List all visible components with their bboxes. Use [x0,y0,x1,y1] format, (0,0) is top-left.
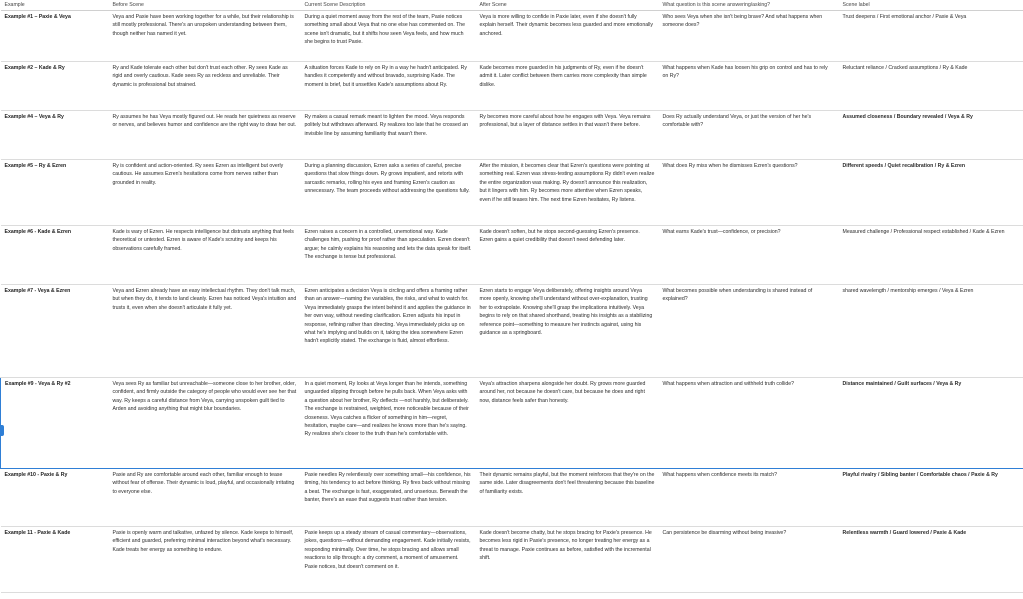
before-cell[interactable]: Ry is confident and action-oriented. Ry sees Ezren as intelligent but overly cautious. He assumes Ezren's hesitations come from nerves rather than grounded in reality. [109,160,301,226]
example-cell[interactable]: Example 11 - Paxie & Kade [1,527,109,593]
table-row[interactable] [1,111,1023,160]
before-cell[interactable]: Paxie is openly warm and talkative, unfazed by silence. Kade keeps to himself, efficient and guarded, preferring minimal interaction beyond what's necessary. Kade treats her energy as something to endure. [109,527,301,593]
label-cell[interactable]: Measured challenge / Professional respect established / Kade & Ezren [839,226,1023,285]
question-cell[interactable]: What earns Kade's trust—confidence, or precision? [659,226,839,285]
current-cell[interactable]: A situation forces Kade to rely on Ry in a way he hadn't anticipated. Ry handles it competently and without bravado, surprising Kade. The moment is brief, but it unsettles Kade's assumptions about Ry. [301,62,476,111]
table-row[interactable] [1,11,1023,62]
column-header[interactable]: Scene label [839,0,1023,11]
current-cell[interactable]: Paxie keeps up a steady stream of casual commentary—observations, jokes, questions—without demanding engagement. Kade initially resists, responding minimally. Over time, he stops bracing and allows small reactions to slip through: a dry comment, a moment of amusement. Paxie notices, but doesn't comment on it. [301,527,476,593]
table-row[interactable] [1,62,1023,111]
example-cell[interactable]: Example #2 – Kade & Ry [1,62,109,111]
example-cell[interactable]: Example #5 – Ry & Ezren [1,160,109,226]
before-cell[interactable]: Kade is wary of Ezren. He respects intelligence but distrusts anything that feels theoretical or untested. Ezren is aware of Kade's scrutiny and keeps his observations carefully framed. [109,226,301,285]
row-selection-handle[interactable] [0,425,4,436]
current-cell[interactable]: During a quiet moment away from the rest of the team, Paxie notices something small about Veya that no one else has commented on. The scene isn't dramatic, but it shifts how seen Veya feels, and how much she begins to trust Paxie. [301,11,476,62]
question-cell[interactable]: Who sees Veya when she isn't being brave? And what happens when someone does? [659,11,839,62]
after-cell[interactable]: Ry becomes more careful about how he engages with Veya. Veya remains professional, but a layer of distance settles in that wasn't there before. [476,111,659,160]
before-cell[interactable]: Paxie and Ry are comfortable around each other, familiar enough to tease without fear of offense. Their dynamic is loud, playful, and occasionally irritating to everyone else. [109,469,301,527]
current-cell[interactable]: Ry makes a casual remark meant to lighten the mood. Veya responds politely but withdraws afterward. Ry realizes too late that he crossed an invisible line by assuming familiarity that wasn't there. [301,111,476,160]
label-cell[interactable]: Assumed closeness / Boundary revealed / Veya & Ry [839,111,1023,160]
column-header[interactable]: Current Scene Description [301,0,476,11]
example-cell[interactable]: Example #4 – Veya & Ry [1,111,109,160]
after-cell[interactable]: Ezren starts to engage Veya deliberately, offering insights around Veya more openly, knowing she'll understand without over-explanation, trusting her to extrapolate. Knowing she'll grasp the implications intuitively. Veya begins to rely on that shared shorthand, treating his insights as a stabilizing reference point—something to measure her instincts against, using his guidance as a springboard. [476,285,659,378]
before-cell[interactable]: Veya sees Ry as familiar but unreachable—someone close to her brother, older, confident, and firmly outside the category of people who would ever see her that way. Ry keeps a careful distance from Veya, carrying unspoken guilt tied to Arden and avoiding anything that might blur boundaries. [109,378,301,469]
current-cell[interactable]: In a quiet moment, Ry looks at Veya longer than he intends, something unguarded slipping through before he pulls back. When Veya asks with a question about her brother, Ry deflects —not harshly, but deliberately. The exchange is restrained, weighted, more noticeable because of their closeness. Veya catches a flicker of something in him—regret, hesitation, maybe care—and realizes he knows more than he's saying. Ry realizes she's closer to the truth than he's comfortable with. [301,378,476,469]
before-cell[interactable]: Veya and Paxie have been working together for a while, but their relationship is still mostly professional. There's an unspoken understanding between them, though neither has named it yet. [109,11,301,62]
label-cell[interactable]: Reluctant reliance / Cracked assumptions / Ry & Kade [839,62,1023,111]
example-cell[interactable]: Example #9 - Veya & Ry #2 [1,378,109,469]
label-cell[interactable]: Playful rivalry / Sibling banter / Comfortable chaos / Paxie & Ry [839,469,1023,527]
table-row[interactable] [1,160,1023,226]
question-cell[interactable]: What becomes possible when understanding is shared instead of explained? [659,285,839,378]
after-cell[interactable]: Kade doesn't become chatty, but he stops bracing for Paxie's presence. He becomes less rigid in Paxie's presence, no longer treating her energy as a threat to manage. Paxie continues as before, satisfied with the incremental shift. [476,527,659,593]
question-cell[interactable]: What happens when Kade has loosen his grip on control and has to rely on Ry? [659,62,839,111]
question-cell[interactable]: Does Ry actually understand Veya, or just the version of her he's comfortable with? [659,111,839,160]
label-cell[interactable]: Relentless warmth / Guard lowered / Paxie & Kade [839,527,1023,593]
before-cell[interactable]: Veya and Ezren already have an easy intellectual rhythm. They don't talk much, but when they do, it tends to land cleanly. Ezren has noticed Veya's intuition and trusts it, even when she doesn't articulate it fully yet. [109,285,301,378]
after-cell[interactable]: Kade becomes more guarded in his judgments of Ry, even if he doesn't admit it. Later conflict between them carries more complexity than simple dislike. [476,62,659,111]
label-cell[interactable]: Different speeds / Quiet recalibration / Ry & Ezren [839,160,1023,226]
before-cell[interactable]: Ry assumes he has Veya mostly figured out. He reads her quietness as reserve or nerves, and believes humor and confidence are the right way to draw her out. [109,111,301,160]
table-row[interactable] [1,527,1023,593]
after-cell[interactable]: After the mission, it becomes clear that Ezren's questions were pointing at something real. Ezren was stress-testing assumptions Ry didn't even realize the entire organization was making. Ry doesn't announce this realization, but it lingers with him. Ry becomes more attentive when Ezren speaks, even if he still teases him. The next time Ezren hesitates, Ry listens. [476,160,659,226]
question-cell[interactable]: What does Ry miss when he dismisses Ezren's questions? [659,160,839,226]
after-cell[interactable]: Kade doesn't soften, but he stops second-guessing Ezren's presence. Ezren gains a quiet credibility that doesn't need defending later. [476,226,659,285]
column-header[interactable]: What question is this scene answering/asking? [659,0,839,11]
current-cell[interactable]: Paxie needles Ry relentlessly over something small—his confidence, his timing, his tendency to act before thinking. Ry fires back without missing a beat. The exchange is fast, exaggerated, and unserious. Beneath the banter, there's an ease that suggests trust rather than tension. [301,469,476,527]
column-header[interactable]: After Scene [476,0,659,11]
column-header[interactable]: Before Scene [109,0,301,11]
label-cell[interactable]: shared wavelength / mentorship emerges / Veya & Ezren [839,285,1023,378]
table-row[interactable] [1,285,1023,378]
current-cell[interactable]: Ezren raises a concern in a controlled, unemotional way. Kade challenges him, pushing for proof rather than speculation. Ezren doesn't argue; he calmly explains his reasoning and lets the data speak for itself. The exchange is tense but professional. [301,226,476,285]
question-cell[interactable]: Can persistence be disarming without being invasive? [659,527,839,593]
label-cell[interactable]: Distance maintained / Guilt surfaces / Veya & Ry [839,378,1023,469]
current-cell[interactable]: During a planning discussion, Ezren asks a series of careful, precise questions that slow things down. Ry grows impatient, and retorts with sarcastic remarks, rolling his eyes and framing Ezren's caution as unnecessary. The team proceeds without addressing the questions fully. [301,160,476,226]
example-cell[interactable]: Example #6 - Kade & Ezren [1,226,109,285]
label-cell[interactable]: Trust deepens / First emotional anchor / Paxie & Veya [839,11,1023,62]
current-cell[interactable]: Ezren anticipates a decision Veya is circling and offers a framing rather than an answer—naming the variables, the risks, and what to watch for. Veya immediately grasps the intent behind it and applies the guidance in her own way, without needing clarification. Ezren adjusts his input in response, refining rather than directing. Veya immediately picks up on what he's implying and builds on it, taking the idea somewhere Ezren hadn't explicitly stated. The exchange is fluid, almost effortless. [301,285,476,378]
example-cell[interactable]: Example #1 – Paxie & Veya [1,11,109,62]
example-cell[interactable]: Example #7 - Veya & Ezren [1,285,109,378]
header-row [1,0,1023,11]
after-cell[interactable]: Veya's attraction sharpens alongside her doubt. Ry grows more guarded around her, not because he doesn't care, but because he does and right now, distance feels safer than honesty. [476,378,659,469]
column-header[interactable]: Example [1,0,109,11]
example-cell[interactable]: Example #10 - Paxie & Ry [1,469,109,527]
table-row[interactable] [1,226,1023,285]
before-cell[interactable]: Ry and Kade tolerate each other but don't trust each other. Ry sees Kade as rigid and overly cautious. Kade sees Ry as reckless and unreliable. Their dynamic is professional but strained. [109,62,301,111]
question-cell[interactable]: What happens when confidence meets its match? [659,469,839,527]
question-cell[interactable]: What happens when attraction and withheld truth collide? [659,378,839,469]
after-cell[interactable]: Their dynamic remains playful, but the moment reinforces that they're on the same side. Later disagreements don't feel threatening because this baseline of familiarity exists. [476,469,659,527]
after-cell[interactable]: Veya is more willing to confide in Paxie later, even if she doesn't fully explain herself. Their dynamic becomes less guarded and more emotionally anchored. [476,11,659,62]
table-row-selected[interactable] [1,378,1023,469]
table-row[interactable] [1,469,1023,527]
